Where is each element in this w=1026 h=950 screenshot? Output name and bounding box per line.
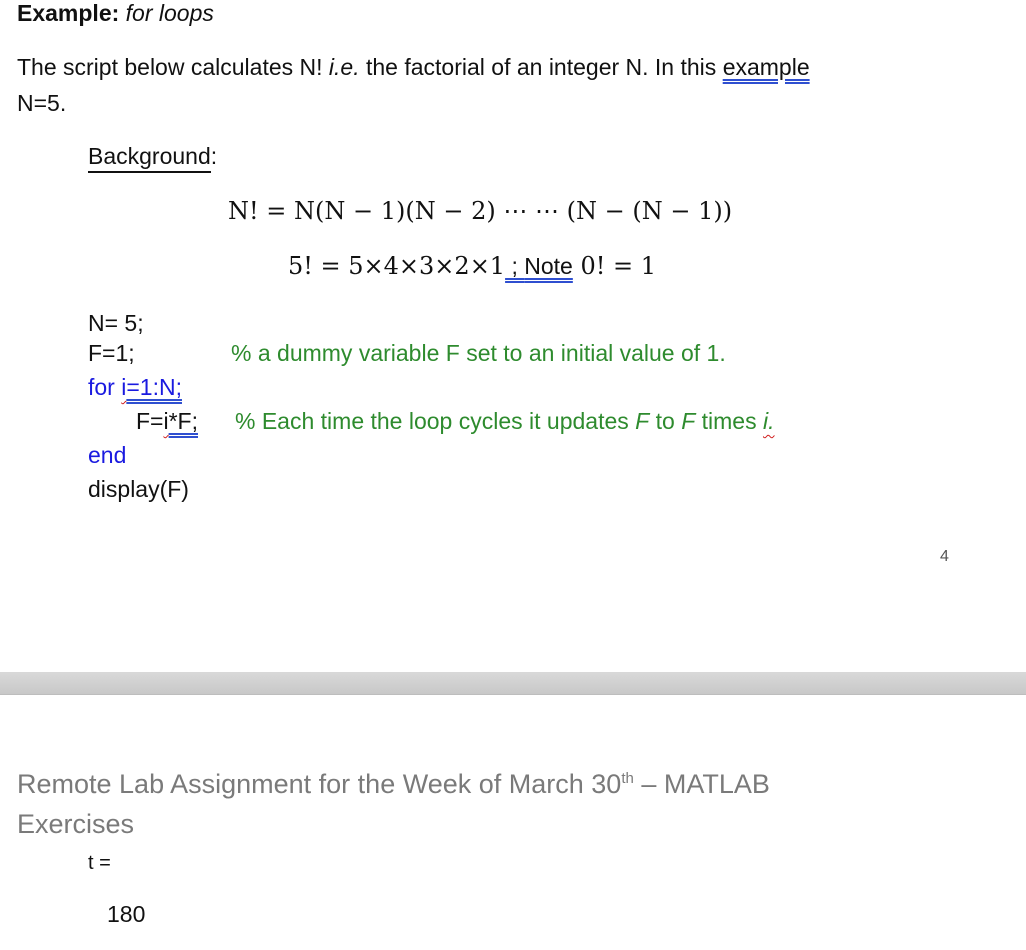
page-separator [0, 672, 1026, 695]
code-comment-2 [235, 408, 774, 435]
body-expression[interactable]: *F; [168, 408, 198, 434]
page-number: 4 [940, 548, 949, 565]
spell-flagged-i-comment[interactable]: i. [762, 408, 775, 434]
assignment-title-sup: th [621, 770, 634, 787]
heading-italic: for loops [125, 0, 214, 26]
spell-flagged-i[interactable]: i [121, 374, 127, 400]
factorial-example [288, 252, 656, 280]
grammar-flagged-word[interactable]: example [722, 54, 810, 80]
body-assign: F= [136, 408, 164, 434]
comment2-to: to [655, 408, 675, 434]
example-product: 5! = 5×4×3×2×1 [288, 252, 506, 280]
background-label-text: Background [88, 143, 211, 173]
intro-text: The script below calculates N! [17, 54, 323, 80]
zero-factorial: 0! = 1 [580, 252, 657, 280]
note-word: Note [524, 253, 573, 279]
document-page-5 [0, 695, 1026, 950]
heading-bold: Example: [17, 0, 120, 26]
intro-text-mid: the factorial of an integer N. In this [365, 54, 717, 80]
comment2-times: times [701, 408, 757, 434]
code-line-1: N= 5; [88, 310, 144, 336]
end-keyword: end [88, 442, 127, 468]
code-line-for [88, 374, 182, 401]
assignment-title [17, 769, 770, 800]
background-label [88, 143, 217, 170]
for-range[interactable]: =1:N; [126, 374, 182, 400]
assignment-title-tail: – MATLAB [633, 769, 770, 799]
note-link[interactable] [505, 253, 573, 279]
code-line-2: F=1; [88, 340, 135, 366]
output-label: t = [88, 852, 111, 874]
intro-line-2: N=5. [17, 90, 67, 116]
for-keyword: for [88, 374, 115, 400]
assignment-title-text: Remote Lab Assignment for the Week of March 30 [17, 769, 622, 799]
intro-ie: i.e. [328, 54, 360, 80]
factorial-formula: N! = N(N − 1)(N − 2) ⋯ ⋯ (N − (N − 1)) [228, 197, 733, 225]
intro-line-1 [17, 54, 810, 81]
background-colon: : [210, 143, 218, 169]
output-value: 180 [107, 901, 146, 927]
code-comment-1: % a dummy variable F set to an initial value of 1. [231, 340, 726, 366]
code-line-display: display(F) [88, 476, 189, 502]
assignment-title-line2: Exercises [17, 809, 135, 839]
comment2-text: % Each time the loop cycles it updates [235, 408, 629, 434]
code-line-body [136, 408, 198, 435]
comment2-F1: F [635, 408, 650, 434]
spell-flagged-i-body[interactable]: i [163, 408, 169, 434]
section-heading [17, 0, 214, 27]
comment2-F2: F [681, 408, 696, 434]
note-separator: ; [505, 253, 525, 279]
